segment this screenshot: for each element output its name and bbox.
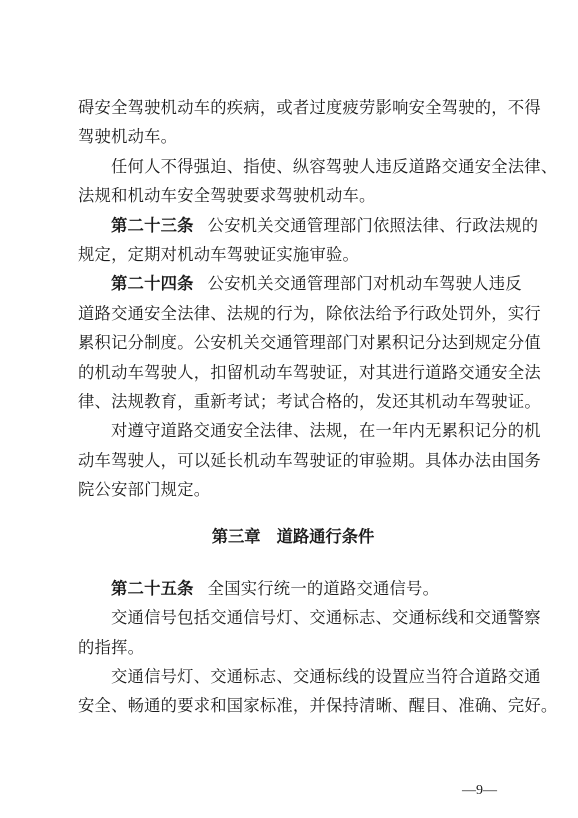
article-text: 公安机关交通管理部门对机动车驾驶人违反: [207, 274, 522, 294]
article-23: [78, 211, 539, 240]
text-line: 律、法规教育，重新考试；考试合格的，发还其机动车驾驶证。: [78, 391, 541, 411]
article-text: 全国实行统一的道路交通信号。: [207, 578, 440, 598]
text-line: 规定，定期对机动车驾驶证实施审验。: [78, 244, 360, 264]
text-line: 累积记分制度。公安机关交通管理部门对累积记分达到规定分值: [78, 333, 541, 353]
text-line: 任何人不得强迫、指使、纵容驾驶人违反道路交通安全法律、: [111, 156, 558, 176]
text-line: 的指挥。: [78, 637, 145, 657]
text-line: 交通信号灯、交通标志、交通标线的设置应当符合道路交通: [111, 667, 541, 687]
text-line: 动车驾驶人，可以延长机动车驾驶证的审验期。具体办法由国务: [78, 450, 541, 470]
text-line: 安全、畅通的要求和国家标准，并保持清晰、醒目、准确、完好。: [78, 696, 558, 716]
text-line: 院公安部门规定。: [78, 480, 211, 500]
text-line: 道路交通安全法律、法规的行为，除依法给予行政处罚外，实行: [78, 303, 541, 323]
document-page: [78, 93, 558, 721]
text-line: 交通信号包括交通信号灯、交通标志、交通标线和交通警察: [111, 608, 541, 628]
text-line: 的机动车驾驶人，扣留机动车驾驶证，对其进行道路交通安全法: [78, 362, 541, 382]
text-line: 碍安全驾驶机动车的疾病，或者过度疲劳影响安全驾驶的，不得: [78, 98, 541, 117]
article-title: 第二十三条: [111, 215, 194, 235]
chapter-number: 第三章: [211, 527, 261, 547]
article-25: [78, 574, 508, 603]
text-line: 驾驶机动车。: [78, 127, 178, 147]
article-title: 第二十五条: [111, 578, 194, 598]
text-line: 法规和机动车安全驾驶要求驾驶机动车。: [78, 186, 376, 206]
page-number: —9—: [462, 783, 497, 798]
chapter-title: 道路通行条件: [276, 527, 375, 547]
article-title: 第二十四条: [111, 274, 194, 294]
article-24: [78, 269, 522, 298]
chapter-heading: [78, 522, 508, 551]
text-line: 对遵守道路交通安全法律、法规，在一年内无累积记分的机: [111, 421, 541, 441]
article-text: 公安机关交通管理部门依照法律、行政法规的: [207, 215, 539, 235]
